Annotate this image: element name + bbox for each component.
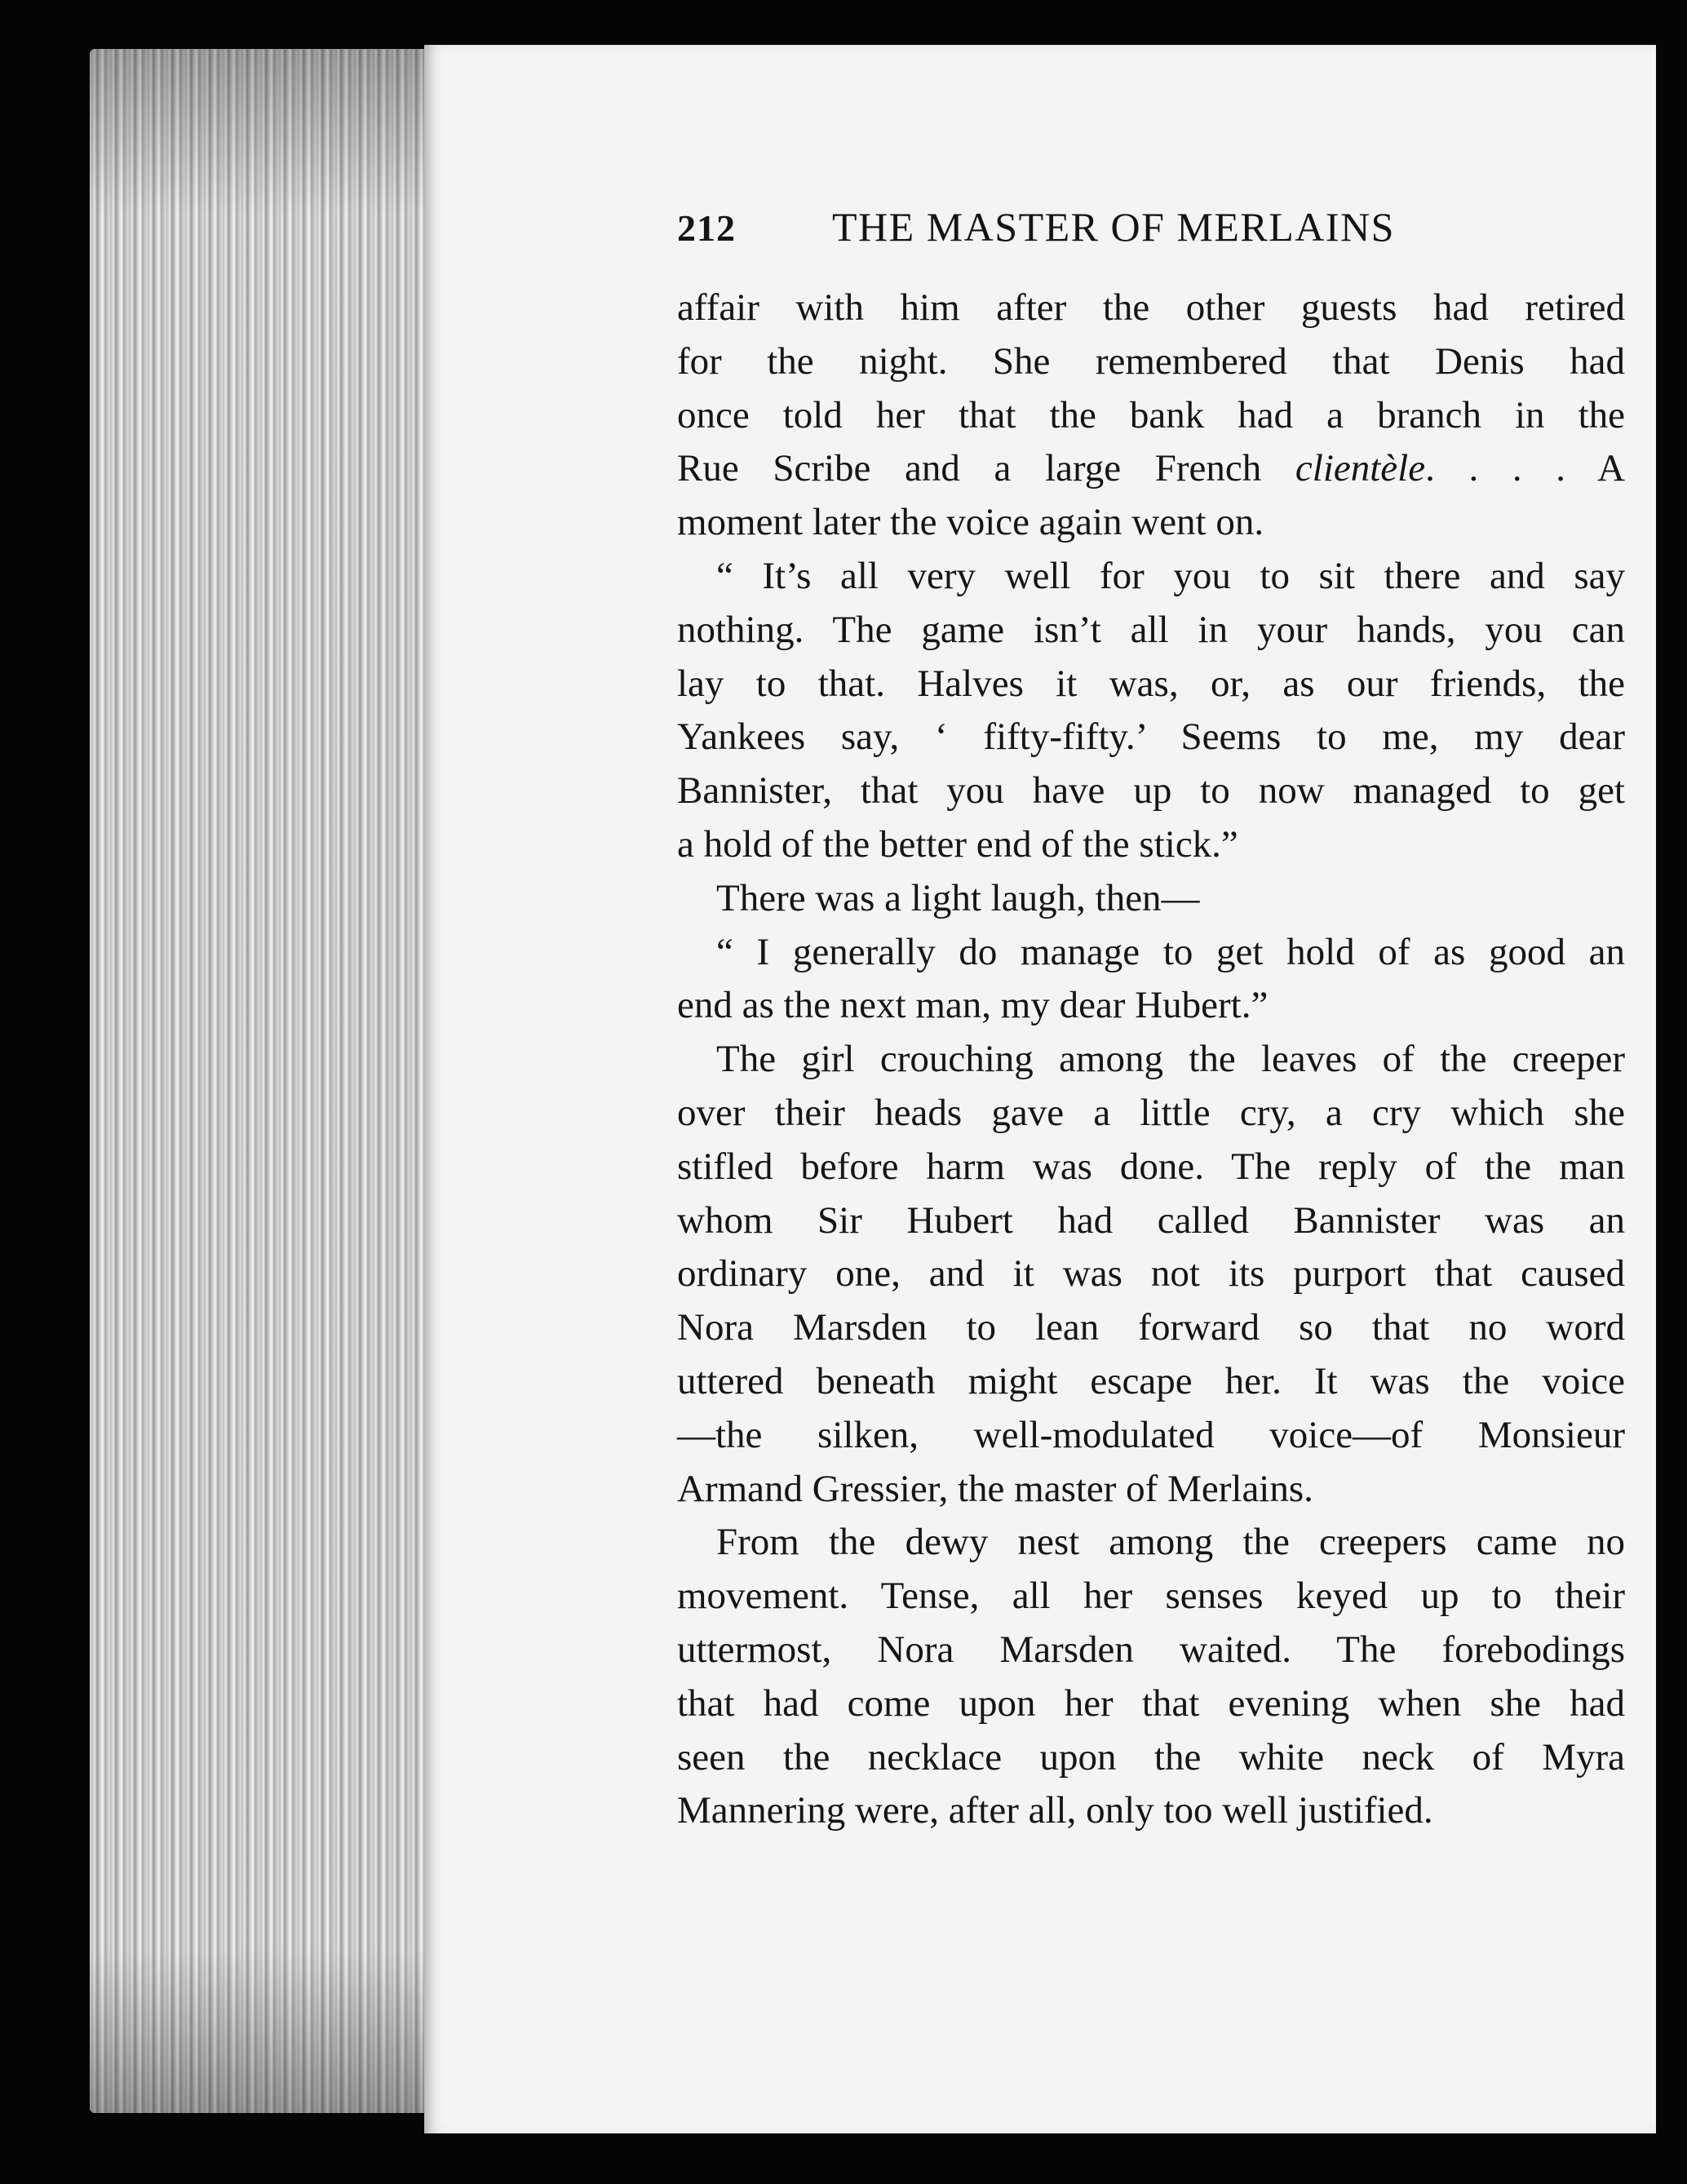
text-line: whom Sir Hubert had called Bannister was an: [677, 1198, 1625, 1242]
paragraph: [677, 281, 1625, 550]
text-line: movement. Tense, all her senses keyed up to their: [677, 1575, 1625, 1618]
text-line: Rue Scribe and a large French clientèle. . . . A: [677, 447, 1625, 490]
text-line: Yankees say, ‘ fifty-fifty.’ Seems to me, my dear: [677, 715, 1625, 759]
text-line: Nora Marsden to lean forward so that no word: [677, 1306, 1625, 1349]
text-line: Bannister, that you have up to now managed to get: [677, 769, 1625, 813]
text-line: uttermost, Nora Marsden waited. The forebodings: [677, 1628, 1625, 1671]
text-line: end as the next man, my dear Hubert.”: [677, 984, 1269, 1027]
book-title: THE MASTER OF MERLAINS: [832, 204, 1395, 250]
paragraph: [677, 872, 1625, 926]
text-line: lay to that. Halves it was, or, as our friends, the: [677, 662, 1625, 705]
text-line: nothing. The game isn’t all in your hands, you can: [677, 608, 1625, 651]
text-line: From the dewy nest among the creepers came no: [716, 1521, 1625, 1564]
text-line: for the night. She remembered that Denis had: [677, 339, 1625, 383]
text-line: Armand Gressier, the master of Merlains.: [677, 1467, 1313, 1510]
text-line: affair with him after the other guests had retired: [677, 286, 1625, 329]
book-page-edges: [90, 49, 432, 2113]
text-line: Mannering were, after all, only too well justified.: [677, 1789, 1433, 1832]
text-line: “ I generally do manage to get hold of as good an: [716, 930, 1625, 973]
text-line: ordinary one, and it was not its purport that caused: [677, 1252, 1625, 1296]
text-line: —the silken, well-modulated voice—of Monsieur: [677, 1413, 1625, 1456]
text-line: stifled before harm was done. The reply of the man: [677, 1145, 1625, 1188]
body-text: [677, 281, 1625, 1838]
text-line: The girl crouching among the leaves of the creeper: [716, 1038, 1625, 1081]
book-page: [424, 45, 1656, 2133]
paragraph: [677, 1033, 1625, 1516]
text-line: once told her that the bank had a branch in the: [677, 393, 1625, 436]
running-head: [677, 206, 1591, 272]
page-number: 212: [677, 207, 736, 249]
text-line: There was a light laugh, then—: [716, 876, 1200, 919]
paragraph: [677, 550, 1625, 872]
text-line: seen the necklace upon the white neck of Myra: [677, 1735, 1625, 1779]
text-line: “ It’s all very well for you to sit there and say: [716, 554, 1625, 597]
text-line: uttered beneath might escape her. It was the voice: [677, 1359, 1625, 1402]
text-line: moment later the voice again went on.: [677, 501, 1264, 544]
text-line: a hold of the better end of the stick.”: [677, 822, 1238, 866]
text-line: that had come upon her that evening when she had: [677, 1681, 1625, 1725]
paragraph: [677, 1516, 1625, 1838]
text-line: over their heads gave a little cry, a cry which she: [677, 1091, 1625, 1134]
paragraph: [677, 926, 1625, 1034]
